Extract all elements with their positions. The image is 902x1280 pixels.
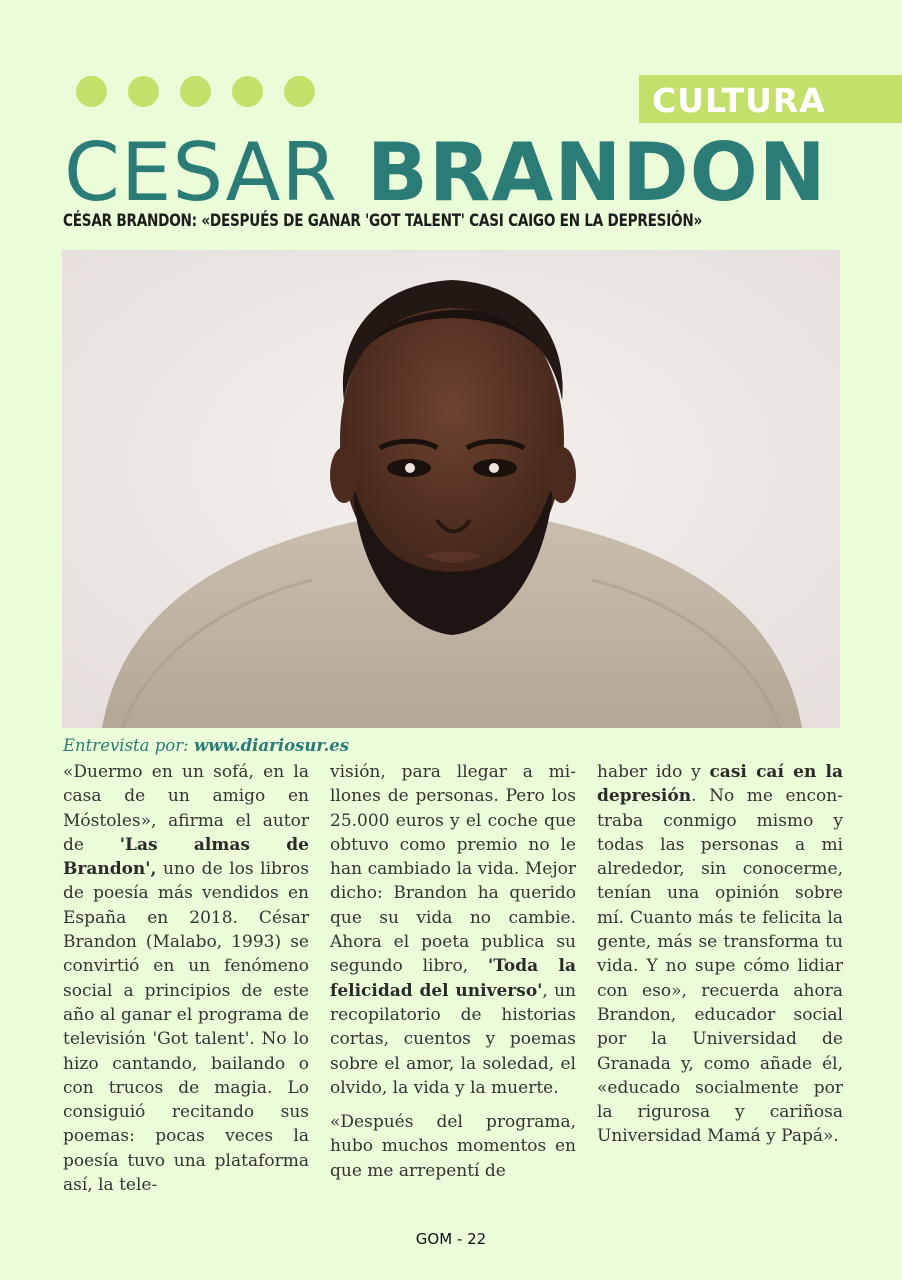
- emphasized-text: casi caí en la depresión: [597, 762, 843, 807]
- body-text: uno de los libros de poesía más vendidos en España en 2018. César Brandon (Malabo, 1993) se convirtió en un fenómeno social a principios de este año al ganar el programa de televisión 'Got talent'. No lo hizo cantando, bailando o con trucos de magia. Lo consiguió recitando sus poemas: pocas veces la poesía tuvo una plataforma así, la tele-: [63, 859, 309, 1196]
- body-text: . No me encontraba conmigo mismo y todas las personas a mi alrededor, sin conocerme, tenían una opinión sobre mí. Cuanto más te felicita la gente, más se transforma tu vida. Y no supe cómo lidiar con eso», recuerda ahora Brandon, educador social por la Universidad de Granada y, como añade él, «educado socialmente por la rigurosa y cariñosa Universidad Mamá y Papá».: [597, 786, 843, 1147]
- paragraph: [330, 1110, 576, 1183]
- article-headline: CÉSAR BRANDON: «DESPUÉS DE GANAR 'GOT TALENT' CASI CAIGO EN LA DEPRESIÓN»: [63, 211, 703, 231]
- emphasized-text: 'Toda la felicidad del universo': [330, 956, 577, 1001]
- body-text: haber ido y: [597, 762, 710, 782]
- body-text: visión, para llegar a millones de personas. Pero los 25.000 euros y el coche que obtuvo como premio no le han cambiado la vida. Mejor dicho: Brandon ha querido que su vida no cambie. Ahora el poeta publica su segundo libro,: [330, 762, 576, 977]
- dot-1: [76, 76, 107, 107]
- interview-credit: [63, 736, 349, 755]
- portrait-illustration: [62, 250, 840, 728]
- section-tag: CULTURA: [639, 75, 902, 123]
- credit-label: Entrevista por:: [63, 736, 189, 755]
- article-column-3: [597, 760, 843, 1159]
- paragraph: [597, 760, 843, 1149]
- emphasized-text: 'Las almas de Brandon',: [63, 834, 309, 880]
- decorative-dots: [76, 76, 315, 107]
- article-column-2: [330, 760, 576, 1193]
- dot-3: [180, 76, 211, 107]
- article-column-1: [63, 760, 309, 1207]
- portrait-photo: [62, 250, 840, 728]
- title-last-name: BRANDON: [366, 126, 827, 219]
- body-text: «Después del programa, hubo muchos momentos en que me arrepentí de: [330, 1112, 576, 1181]
- credit-source: www.diariosur.es: [193, 736, 350, 755]
- body-text: «Duermo en un sofá, en la casa de un amigo en Móstoles», afirma el autor de: [63, 762, 309, 855]
- title-first-name: CESAR: [64, 126, 338, 219]
- paragraph: [330, 760, 576, 1100]
- page-number: GOM - 22: [415, 1230, 487, 1248]
- paragraph: [63, 760, 309, 1197]
- dot-2: [128, 76, 159, 107]
- body-text: , un recopilatorio de historias cortas, cuentos y poemas sobre el amor, la soledad, el olvido, la vida y la muerte.: [330, 980, 576, 1098]
- dot-4: [232, 76, 263, 107]
- dot-5: [284, 76, 315, 107]
